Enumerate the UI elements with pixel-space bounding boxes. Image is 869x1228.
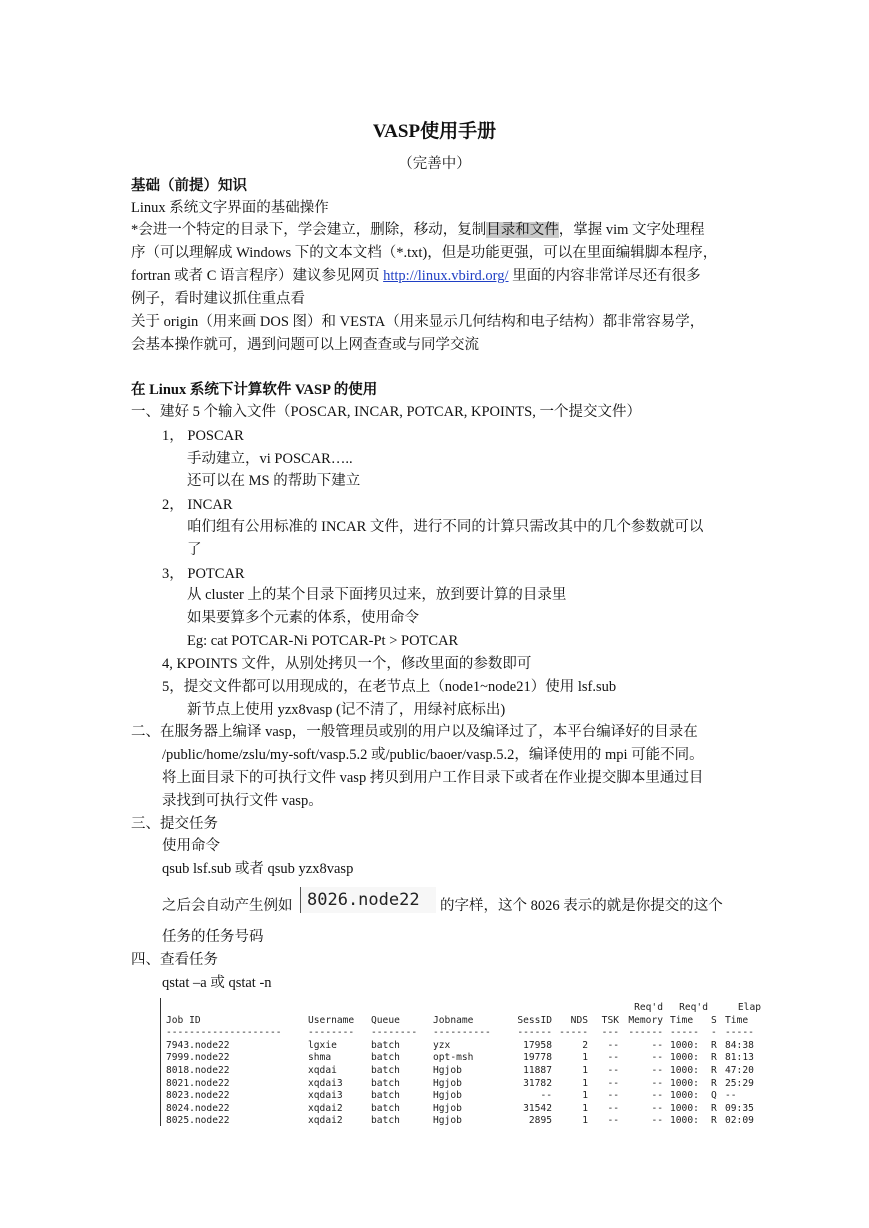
qstat-cell: --: [651, 1039, 663, 1051]
basics-p2-a: *会进一个特定的目录下，学会建立，删除，移动，复制: [131, 222, 487, 238]
qstat-cell: batch: [371, 1039, 400, 1051]
qstat-cell: xqdai2: [308, 1102, 343, 1114]
qstat-cell: 19778: [523, 1052, 552, 1064]
qstat-cell: SessID: [517, 1014, 552, 1026]
qstat-cell: Job ID: [166, 1014, 201, 1026]
qstat-cell: 47:20: [725, 1065, 754, 1076]
step2-line3: 将上面目录下的可执行文件 vasp 拷贝到用户工作目录下或者在作业提交脚本里通过目: [162, 770, 704, 786]
qstat-cell: R: [711, 1077, 717, 1089]
item5: 5，提交文件都可以用现成的，在老节点上（node1~node21）使用 lsf.sub: [162, 679, 617, 695]
qstat-cell: --: [651, 1090, 663, 1102]
qstat-cell: --: [725, 1090, 737, 1102]
qstat-job-row: [161, 1103, 761, 1115]
document-subtitle: （完善中）: [398, 156, 471, 172]
qstat-cell: 1: [582, 1115, 588, 1127]
qstat-cell: S: [711, 1014, 717, 1026]
step2-line2: /public/home/zslu/my-soft/vasp.5.2 或/public/baoer/vasp.5.2，编译使用的 mpi 可能不同。: [162, 747, 704, 763]
qstat-cell: Elap: [737, 1002, 761, 1013]
basics-p2-b: ，掌握 vim 文字处理程: [558, 222, 705, 238]
item3-title: 3， POTCAR: [162, 566, 245, 582]
qstat-cell: 81:13: [725, 1052, 754, 1064]
item2-title: 2， INCAR: [162, 497, 233, 513]
qstat-cell: --: [540, 1090, 552, 1102]
qstat-cell: ------: [517, 1027, 552, 1039]
qstat-cell: R: [711, 1039, 717, 1051]
qstat-cell: 1: [582, 1102, 588, 1114]
step2-line4: 录找到可执行文件 vasp。: [162, 793, 323, 809]
step4: 四、查看任务: [131, 952, 218, 968]
qstat-cell: batch: [371, 1052, 400, 1064]
step2-line1: 二、在服务器上编译 vasp，一般管理员或别的用户以及编译过了，本平台编译好的目录在: [131, 724, 698, 740]
highlighted-text: 目录和文件: [486, 222, 559, 238]
basics-p7: 会基本操作就可，遇到问题可以上网查查或与同学交流: [131, 337, 479, 353]
qstat-cell: 1: [582, 1077, 588, 1089]
qstat-cell: R: [711, 1052, 717, 1064]
item5-line2: 新节点上使用 yzx8vasp (记不清了，用绿衬底标出): [187, 702, 506, 718]
item1-title: 1， POSCAR: [162, 428, 244, 444]
qstat-cell: 1000:: [670, 1102, 699, 1114]
step4-line1: qstat –a 或 qstat -n: [162, 975, 272, 991]
qstat-cell: 84:38: [725, 1039, 754, 1051]
step3-line3b: 的字样，这个 8026 表示的就是你提交的这个: [440, 898, 723, 914]
item2-line1: 咱们组有公用标准的 INCAR 文件，进行不同的计算只需改其中的几个参数就可以: [187, 519, 704, 535]
job-number-screenshot: 8026.node22: [300, 887, 436, 913]
step3-line4: 任务的任务号码: [162, 929, 264, 945]
step1: 一、建好 5 个输入文件（POSCAR, INCAR, POTCAR, KPOINTS, 一个提交文件）: [131, 404, 641, 420]
qstat-cell: Hgjob: [433, 1115, 462, 1127]
basics-p1: Linux 系统文字界面的基础操作: [131, 200, 329, 216]
qstat-cell: Hgjob: [433, 1065, 462, 1076]
qstat-cell: --: [607, 1102, 619, 1114]
item3-line3: Eg: cat POTCAR-Ni POTCAR-Pt > POTCAR: [187, 633, 459, 649]
qstat-cell: 8018.node22: [166, 1065, 230, 1076]
qstat-cell: 09:35: [725, 1102, 754, 1114]
basics-p5: 例子，看时建议抓住重点看: [131, 291, 305, 307]
qstat-cell: Hgjob: [433, 1102, 462, 1114]
qstat-cell: 8025.node22: [166, 1115, 230, 1127]
qstat-cell: --: [651, 1052, 663, 1064]
qstat-cell: 2: [582, 1039, 588, 1051]
qstat-cell: opt-msh: [433, 1052, 474, 1064]
qstat-cell: 7999.node22: [166, 1052, 230, 1064]
qstat-job-row: [161, 1052, 761, 1064]
basics-p4: [131, 266, 701, 286]
basics-p2: [131, 220, 705, 240]
qstat-cell: --: [607, 1039, 619, 1051]
qstat-cell: batch: [371, 1065, 400, 1076]
qstat-cell: xqdai3: [308, 1077, 343, 1089]
qstat-cell: --: [607, 1115, 619, 1127]
qstat-cell: 1000:: [670, 1115, 699, 1127]
step3-line2: qsub lsf.sub 或者 qsub yzx8vasp: [162, 861, 354, 877]
qstat-cell: R: [711, 1102, 717, 1114]
qstat-cell: --------------------: [166, 1027, 282, 1039]
qstat-cell: 7943.node22: [166, 1039, 230, 1051]
qstat-cell: yzx: [433, 1039, 451, 1051]
qstat-cell: batch: [371, 1115, 400, 1127]
qstat-cell: batch: [371, 1077, 400, 1089]
qstat-cell: NDS: [570, 1014, 588, 1026]
qstat-cell: 8024.node22: [166, 1102, 230, 1114]
item3-line2: 如果要算多个元素的体系，使用命令: [187, 610, 419, 626]
qstat-cell: --: [607, 1077, 619, 1089]
item1-line2: 还可以在 MS 的帮助下建立: [187, 473, 361, 489]
qstat-cell: --------: [308, 1027, 355, 1039]
basics-p4-a: fortran 或者 C 语言程序）建议参见网页: [131, 268, 384, 284]
qstat-cell: Memory: [628, 1014, 663, 1026]
qstat-cell: -----: [559, 1027, 588, 1039]
qstat-cell: Queue: [371, 1014, 400, 1026]
qstat-header-row-2: [161, 1015, 761, 1027]
qstat-cell: 1000:: [670, 1065, 699, 1076]
vbird-link[interactable]: http://linux.vbird.org/: [383, 268, 509, 284]
qstat-cell: --: [607, 1065, 619, 1076]
qstat-cell: ----------: [433, 1027, 491, 1039]
step3-line3a: 之后会自动产生例如: [162, 898, 293, 914]
qstat-cell: 25:29: [725, 1077, 754, 1089]
section2-heading: 在 Linux 系统下计算软件 VASP 的使用: [131, 382, 378, 398]
qstat-cell: Req'd: [634, 1002, 663, 1013]
qstat-cell: Hgjob: [433, 1077, 462, 1089]
qstat-cell: 31782: [523, 1077, 552, 1089]
qstat-header-row-1: [161, 1002, 761, 1014]
qstat-cell: Hgjob: [433, 1090, 462, 1102]
qstat-cell: xqdai: [308, 1065, 337, 1076]
qstat-job-row: [161, 1090, 761, 1102]
qstat-output-screenshot: [160, 998, 761, 1126]
qstat-cell: Q: [711, 1090, 717, 1102]
qstat-cell: Username: [308, 1014, 355, 1026]
qstat-cell: Jobname: [433, 1014, 474, 1026]
qstat-cell: 17958: [523, 1039, 552, 1051]
qstat-cell: 1000:: [670, 1090, 699, 1102]
qstat-cell: 1000:: [670, 1052, 699, 1064]
qstat-cell: batch: [371, 1090, 400, 1102]
basics-p3: 序（可以理解成 Windows 下的文本文档（*.txt)，但是功能更强，可以在里面编辑脚本程序，: [131, 245, 718, 261]
qstat-cell: R: [711, 1115, 717, 1127]
qstat-cell: --: [607, 1090, 619, 1102]
qstat-cell: 11887: [523, 1065, 552, 1076]
qstat-cell: 1000:: [670, 1077, 699, 1089]
qstat-cell: 1000:: [670, 1039, 699, 1051]
qstat-cell: --: [651, 1102, 663, 1114]
qstat-job-row: [161, 1078, 761, 1090]
qstat-separator-row: [161, 1027, 761, 1039]
item3-line1: 从 cluster 上的某个目录下面拷贝过来，放到要计算的目录里: [187, 587, 567, 603]
qstat-cell: 2895: [528, 1115, 552, 1127]
step3: 三、提交任务: [131, 816, 218, 832]
qstat-cell: --------: [371, 1027, 418, 1039]
qstat-job-row: [161, 1115, 761, 1127]
qstat-cell: -----: [670, 1027, 699, 1039]
qstat-cell: 1: [582, 1065, 588, 1076]
qstat-cell: shma: [308, 1052, 332, 1064]
qstat-cell: Req'd: [679, 1002, 708, 1013]
qstat-cell: 31542: [523, 1102, 552, 1114]
qstat-cell: ---: [601, 1027, 619, 1039]
qstat-cell: 8023.node22: [166, 1090, 230, 1102]
qstat-cell: --: [651, 1115, 663, 1127]
qstat-cell: ------: [628, 1027, 663, 1039]
qstat-cell: batch: [371, 1102, 400, 1114]
qstat-cell: --: [651, 1065, 663, 1076]
basics-p4-b: 里面的内容非常详尽还有很多: [508, 268, 701, 284]
item2-line2: 了: [187, 542, 202, 558]
qstat-cell: Time: [670, 1014, 694, 1026]
document-title: VASP使用手册: [372, 121, 497, 142]
qstat-cell: 1: [582, 1090, 588, 1102]
step3-line1: 使用命令: [162, 838, 220, 854]
qstat-cell: 8021.node22: [166, 1077, 230, 1089]
item4: 4, KPOINTS 文件，从别处拷贝一个，修改里面的参数即可: [162, 656, 532, 672]
qstat-job-row: [161, 1040, 761, 1052]
qstat-cell: 1: [582, 1052, 588, 1064]
basics-heading: 基础（前提）知识: [131, 178, 247, 194]
qstat-cell: --: [607, 1052, 619, 1064]
qstat-cell: lgxie: [308, 1039, 337, 1051]
qstat-cell: 02:09: [725, 1115, 754, 1127]
qstat-cell: -----: [725, 1027, 754, 1039]
qstat-cell: Time: [725, 1014, 749, 1026]
qstat-cell: TSK: [601, 1014, 619, 1026]
qstat-cell: -: [711, 1027, 717, 1039]
qstat-job-row: [161, 1065, 761, 1077]
basics-p6: 关于 origin（用来画 DOS 图）和 VESTA（用来显示几何结构和电子结构）都非常容易学，: [131, 314, 705, 330]
qstat-cell: xqdai3: [308, 1090, 343, 1102]
qstat-cell: R: [711, 1065, 717, 1076]
qstat-cell: xqdai2: [308, 1115, 343, 1127]
item1-line1: 手动建立，vi POSCAR…..: [187, 451, 353, 467]
qstat-cell: --: [651, 1077, 663, 1089]
